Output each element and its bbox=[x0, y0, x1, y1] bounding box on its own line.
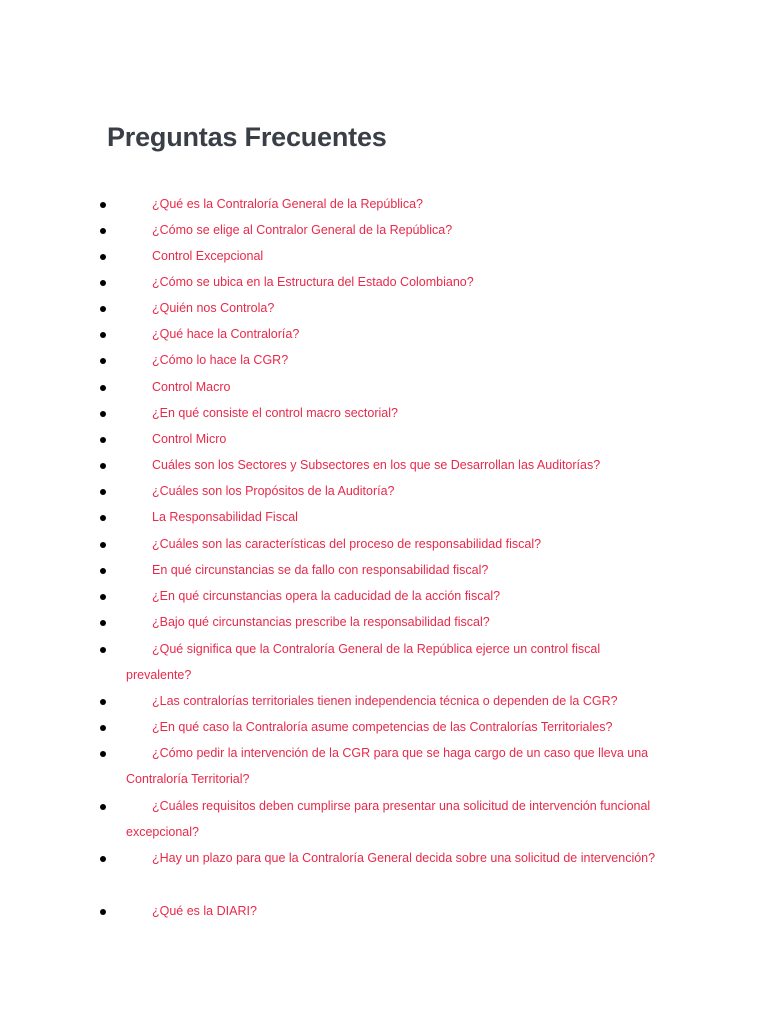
faq-link[interactable]: ¿Cuáles son las características del proceso de responsabilidad fiscal? bbox=[152, 537, 542, 551]
bullet-icon bbox=[100, 463, 106, 469]
list-item bbox=[100, 740, 660, 792]
bullet-icon bbox=[100, 280, 106, 286]
bullet-icon bbox=[100, 620, 106, 626]
bullet-icon bbox=[100, 699, 106, 705]
bullet-icon bbox=[100, 254, 106, 260]
list-item bbox=[100, 504, 660, 530]
faq-link[interactable]: ¿Cuáles son los Propósitos de la Auditoría? bbox=[152, 484, 395, 498]
bullet-icon bbox=[100, 751, 106, 757]
bullet-icon bbox=[100, 385, 106, 391]
faq-link[interactable]: ¿Cómo pedir la intervención de la CGR para que se haga cargo de un caso que lleva una Contraloría Territorial? bbox=[126, 746, 649, 786]
faq-link[interactable]: ¿Cuáles requisitos deben cumplirse para presentar una solicitud de intervención funcional excepcional? bbox=[126, 799, 651, 839]
list-item bbox=[100, 531, 660, 557]
bullet-icon bbox=[100, 909, 106, 915]
list-item bbox=[100, 452, 660, 478]
faq-link[interactable]: ¿En qué circunstancias opera la caducidad de la acción fiscal? bbox=[152, 589, 501, 603]
faq-link[interactable]: ¿Qué es la Contraloría General de la República? bbox=[152, 197, 423, 211]
bullet-icon bbox=[100, 856, 106, 862]
list-item bbox=[100, 478, 660, 504]
list-item bbox=[100, 426, 660, 452]
list-item bbox=[100, 321, 660, 347]
list-item bbox=[100, 557, 660, 583]
list-item bbox=[100, 688, 660, 714]
list-item bbox=[100, 269, 660, 295]
list-item bbox=[100, 609, 660, 635]
bullet-icon bbox=[100, 228, 106, 234]
faq-link[interactable]: ¿Cómo se elige al Contralor General de la República? bbox=[152, 223, 453, 237]
faq-link[interactable]: En qué circunstancias se da fallo con responsabilidad fiscal? bbox=[152, 563, 489, 577]
faq-link[interactable]: Control Micro bbox=[152, 432, 227, 446]
page-title: Preguntas Frecuentes bbox=[107, 122, 387, 152]
bullet-icon bbox=[100, 542, 106, 548]
bullet-icon bbox=[100, 568, 106, 574]
faq-link[interactable]: ¿Bajo qué circunstancias prescribe la responsabilidad fiscal? bbox=[152, 615, 490, 629]
faq-link[interactable]: ¿Qué hace la Contraloría? bbox=[152, 327, 300, 341]
faq-link[interactable]: ¿En qué caso la Contraloría asume competencias de las Contralorías Territoriales? bbox=[152, 720, 613, 734]
faq-link[interactable]: Control Macro bbox=[152, 380, 231, 394]
bullet-icon bbox=[100, 489, 106, 495]
faq-link[interactable]: ¿Hay un plazo para que la Contraloría General decida sobre una solicitud de intervención? bbox=[152, 851, 656, 865]
list-item bbox=[100, 191, 660, 217]
faq-link[interactable]: ¿Qué significa que la Contraloría General de la República ejerce un control fiscal prevalente? bbox=[126, 642, 601, 682]
faq-link[interactable]: La Responsabilidad Fiscal bbox=[152, 510, 298, 524]
list-item bbox=[100, 636, 660, 688]
bullet-icon bbox=[100, 332, 106, 338]
bullet-icon bbox=[100, 647, 106, 653]
bullet-icon bbox=[100, 594, 106, 600]
faq-link[interactable]: ¿En qué consiste el control macro sectorial? bbox=[152, 406, 398, 420]
faq-link[interactable]: ¿Cómo lo hace la CGR? bbox=[152, 353, 289, 367]
list-item bbox=[100, 217, 660, 243]
faq-link[interactable]: Control Excepcional bbox=[152, 249, 264, 263]
list-item bbox=[100, 793, 660, 845]
faq-link[interactable]: ¿Las contralorías territoriales tienen independencia técnica o dependen de la CGR? bbox=[152, 694, 618, 708]
bullet-icon bbox=[100, 202, 106, 208]
list-item bbox=[100, 400, 660, 426]
bullet-icon bbox=[100, 306, 106, 312]
list-item bbox=[100, 374, 660, 400]
bullet-icon bbox=[100, 411, 106, 417]
faq-link[interactable]: Cuáles son los Sectores y Subsectores en los que se Desarrollan las Auditorías? bbox=[152, 458, 601, 472]
faq-link[interactable]: ¿Quién nos Controla? bbox=[152, 301, 275, 315]
list-item bbox=[100, 845, 660, 871]
bullet-icon bbox=[100, 725, 106, 731]
faq-link[interactable]: ¿Qué es la DIARI? bbox=[152, 904, 257, 918]
list-item bbox=[100, 243, 660, 269]
list-item bbox=[100, 295, 660, 321]
list-item bbox=[100, 347, 660, 373]
bullet-icon bbox=[100, 437, 106, 443]
bullet-icon bbox=[100, 515, 106, 521]
list-item bbox=[100, 583, 660, 609]
bullet-icon bbox=[100, 358, 106, 364]
faq-link[interactable]: ¿Cómo se ubica en la Estructura del Estado Colombiano? bbox=[152, 275, 474, 289]
bullet-icon bbox=[100, 804, 106, 810]
list-item bbox=[100, 714, 660, 740]
list-item bbox=[100, 898, 660, 924]
